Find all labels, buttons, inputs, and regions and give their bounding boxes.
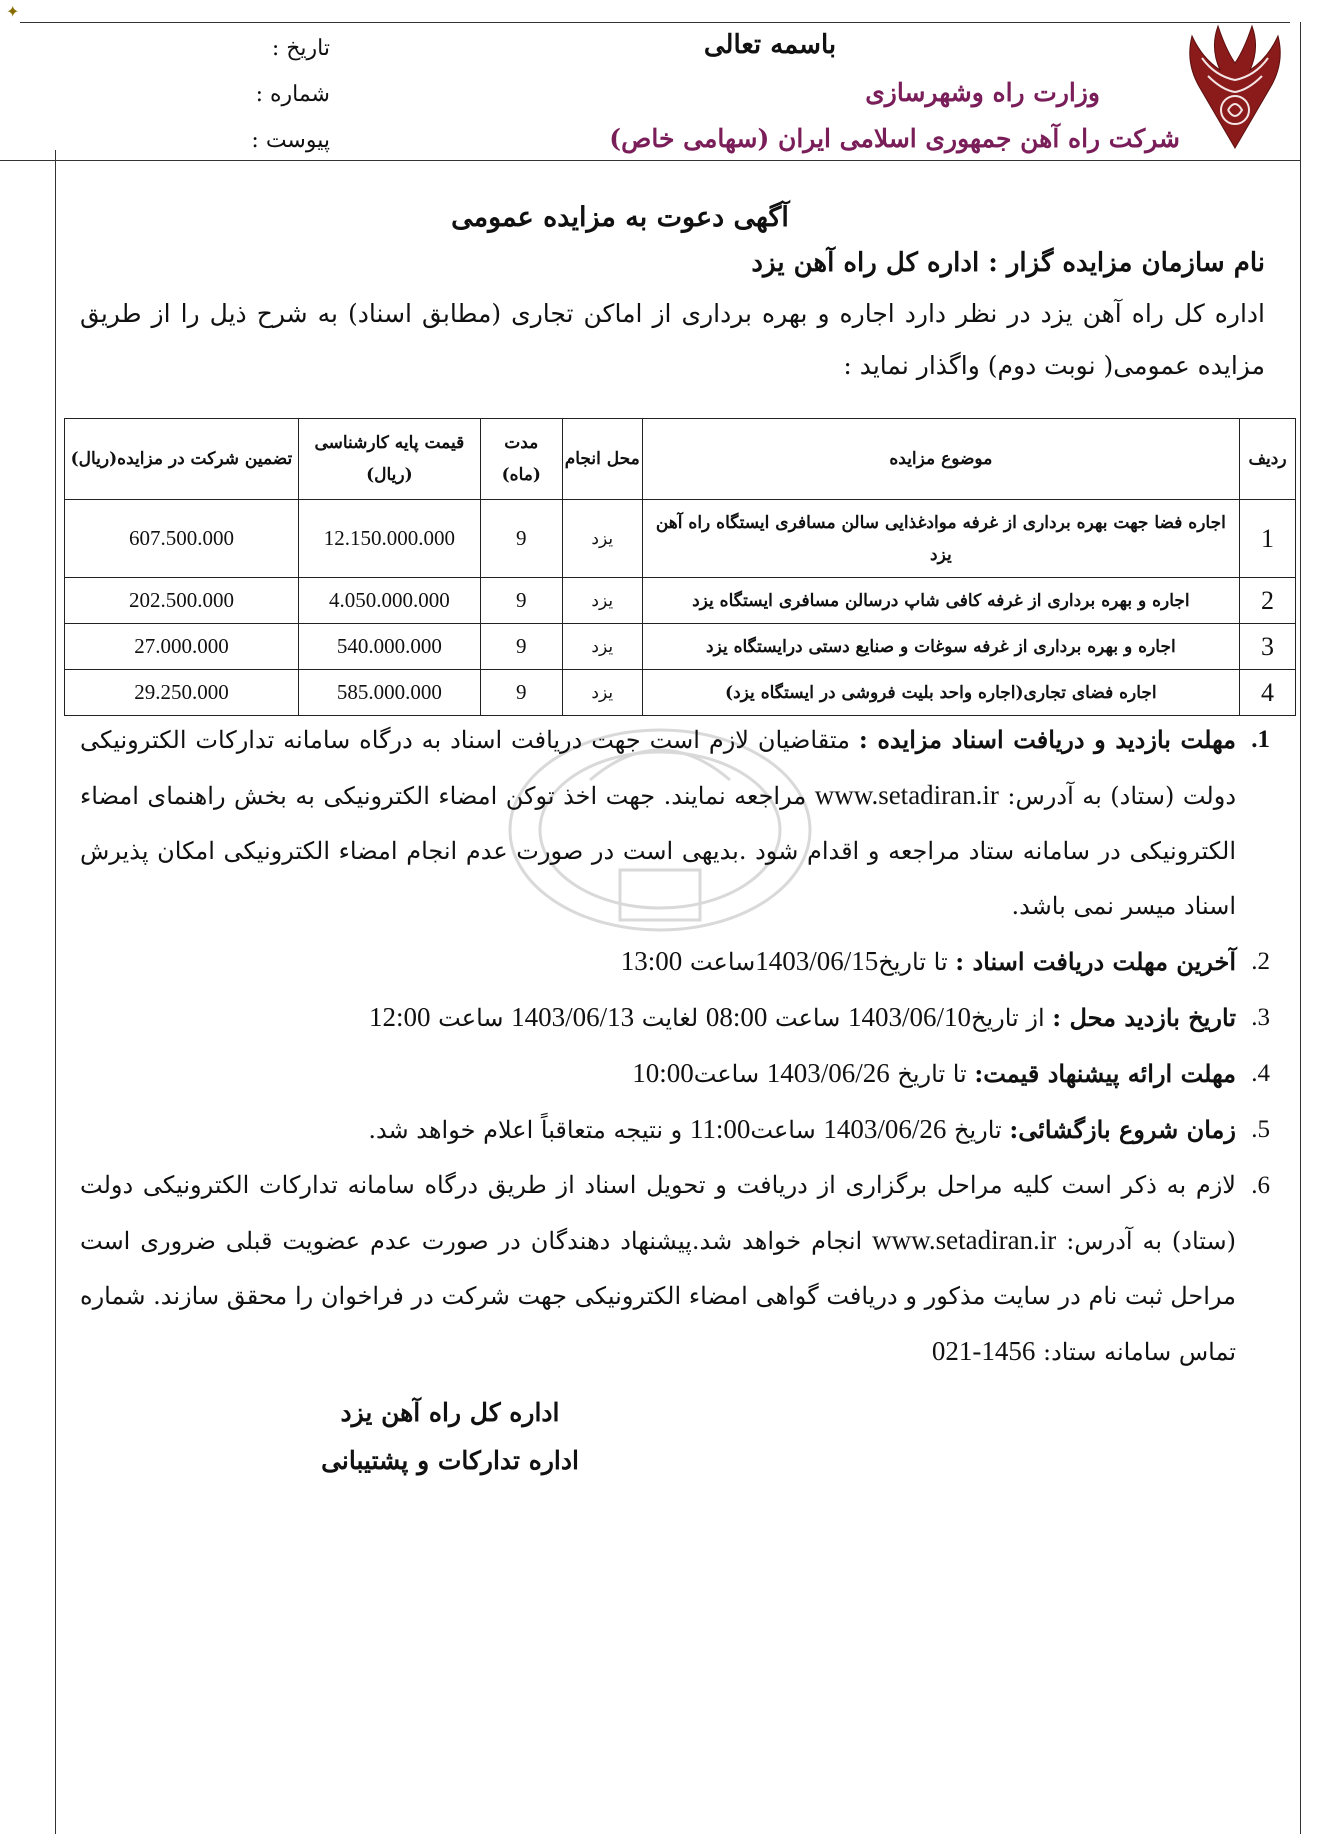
auction-table bbox=[64, 418, 1296, 716]
website-link[interactable]: www.setadiran.ir bbox=[872, 1225, 1057, 1255]
item-time: 10:00 bbox=[632, 1058, 694, 1088]
list-item bbox=[80, 1102, 1270, 1158]
list-item bbox=[80, 990, 1270, 1046]
notice-title: آگهی دعوت به مزایده عمومی bbox=[451, 202, 789, 233]
header-deposit: تضمین شرکت در مزایده(ریال) bbox=[65, 419, 299, 500]
header-base-price: قیمت پایه کارشناسی (ریال) bbox=[298, 419, 480, 500]
item-heading: مهلت ارائه پیشنهاد قیمت: bbox=[974, 1059, 1236, 1088]
cell-duration: 9 bbox=[480, 670, 562, 716]
item-time: 08:00 bbox=[705, 1002, 768, 1032]
item-text: تا تاریخ bbox=[878, 948, 956, 976]
cell-row-number: 1 bbox=[1240, 500, 1296, 578]
item-time: 12:00 bbox=[369, 1002, 431, 1032]
item-date: 1403/06/26 bbox=[823, 1114, 947, 1144]
item-text: متقاضیان لازم است جهت دریافت اسناد به درگاه سامانه تدارکات الکترونیکی دولت (ستاد) به آدرس: bbox=[80, 726, 1237, 810]
cell-deposit: 29.250.000 bbox=[65, 670, 299, 716]
item-date: 1403/06/10 bbox=[847, 1002, 971, 1032]
item-heading: زمان شروع بازگشائی: bbox=[1009, 1115, 1236, 1144]
bismillah-heading: باسمه تعالی bbox=[703, 30, 837, 60]
signature-department: اداره تدارکات و پشتیبانی bbox=[321, 1446, 579, 1475]
item-text: ساعت bbox=[693, 1060, 767, 1088]
cell-deposit: 27.000.000 bbox=[65, 624, 299, 670]
signature-office: اداره کل راه آهن یزد bbox=[340, 1398, 560, 1427]
cell-base-price: 585.000.000 bbox=[298, 670, 480, 716]
intro-paragraph: اداره کل راه آهن یزد در نظر دارد اجاره و بهره برداری از اماکن تجاری (مطابق اسناد) به شرح ذیل را از طریق مزایده عمومی( نوبت دوم) واگذار نماید : bbox=[80, 299, 1265, 380]
support-phone: 021-1456 bbox=[931, 1336, 1036, 1366]
item-number: 4. bbox=[1251, 1060, 1270, 1087]
item-date: 1403/06/13 bbox=[511, 1002, 635, 1032]
table-header-row bbox=[65, 419, 1296, 500]
item-text: ساعت bbox=[682, 948, 756, 976]
item-heading: آخرین مهلت دریافت اسناد : bbox=[955, 947, 1236, 976]
cell-place: یزد bbox=[562, 578, 642, 624]
cell-row-number: 2 bbox=[1240, 578, 1296, 624]
item-text: ساعت bbox=[430, 1004, 512, 1032]
cell-subject: اجاره فضا جهت بهره برداری از غرفه موادغذایی سالن مسافری ایستگاه راه آهن یزد bbox=[642, 500, 1239, 578]
item-text: مراجعه نمایند. جهت اخذ توکن امضاء الکترونیکی به بخش راهنمای امضاء الکترونیکی در سامانه ستاد مراجعه و اقدام شود .بدیهی است در صورت عدم انجام امضاء الکترونیکی امکان پذیرش اسناد میسر نمی باشد. bbox=[80, 782, 1236, 920]
cell-duration: 9 bbox=[480, 578, 562, 624]
frame-left-border bbox=[55, 150, 56, 1834]
header-place: محل انجام bbox=[562, 419, 642, 500]
item-text: انجام خواهد شد.پیشنهاد دهندگان در صورت عدم عضویت قبلی ضروری است مراحل ثبت نام در سایت مذکور و دریافت گواهی امضاء الکترونیکی جهت شرکت در فراخوان را محقق سازند. شماره تماس سامانه ستاد: bbox=[80, 1227, 1236, 1366]
cell-row-number: 3 bbox=[1240, 624, 1296, 670]
ministry-name: وزارت راه وشهرسازی bbox=[865, 78, 1100, 107]
cell-subject: اجاره و بهره برداری از غرفه سوغات و صنایع دستی درایستگاه یزد bbox=[642, 624, 1239, 670]
pin-icon: ✦ bbox=[6, 2, 20, 21]
header-duration: مدت (ماه) bbox=[480, 419, 562, 500]
attachment-label: پیوست : bbox=[251, 128, 330, 153]
header-subject: موضوع مزایده bbox=[642, 419, 1239, 500]
header-row-number: ردیف bbox=[1240, 419, 1296, 500]
cell-deposit: 202.500.000 bbox=[65, 578, 299, 624]
cell-duration: 9 bbox=[480, 500, 562, 578]
item-heading: تاریخ بازدید محل : bbox=[1052, 1003, 1236, 1032]
date-label: تاریخ : bbox=[271, 36, 330, 61]
cell-place: یزد bbox=[562, 500, 642, 578]
item-time: 11:00 bbox=[689, 1114, 751, 1144]
cell-deposit: 607.500.000 bbox=[65, 500, 299, 578]
list-item bbox=[80, 1046, 1270, 1102]
item-time: 13:00 bbox=[620, 946, 683, 976]
cell-place: یزد bbox=[562, 624, 642, 670]
website-link[interactable]: www.setadiran.ir bbox=[814, 780, 999, 810]
item-date: 1403/06/15 bbox=[755, 946, 879, 976]
list-item bbox=[80, 934, 1270, 990]
item-text: و نتیجه متعاقباً اعلام خواهد شد. bbox=[368, 1116, 690, 1144]
frame-top-border bbox=[20, 22, 1290, 23]
number-label: شماره : bbox=[255, 82, 330, 107]
item-number: 2. bbox=[1251, 948, 1270, 975]
organizer-line: نام سازمان مزایده گزار : اداره کل راه آهن یزد bbox=[751, 248, 1265, 278]
cell-row-number: 4 bbox=[1240, 670, 1296, 716]
item-number: 5. bbox=[1251, 1116, 1270, 1143]
table-row bbox=[65, 500, 1296, 578]
conditions-list bbox=[80, 712, 1270, 1380]
item-number: 3. bbox=[1251, 1004, 1270, 1031]
cell-base-price: 540.000.000 bbox=[298, 624, 480, 670]
item-text: تاریخ bbox=[946, 1116, 1010, 1144]
item-text: تا تاریخ bbox=[889, 1060, 975, 1088]
cell-subject: اجاره و بهره برداری از غرفه کافی شاپ درسالن مسافری ایستگاه یزد bbox=[642, 578, 1239, 624]
cell-subject: اجاره فضای تجاری(اجاره واحد بلیت فروشی در ایستگاه یزد) bbox=[642, 670, 1239, 716]
table-row bbox=[65, 624, 1296, 670]
item-text: لازم به ذکر است کلیه مراحل برگزاری از دریافت و تحویل اسناد از طریق درگاه سامانه تدارکات الکترونیکی دولت (ستاد) به آدرس: bbox=[80, 1171, 1236, 1255]
item-text: ساعت bbox=[767, 1004, 848, 1032]
table-row bbox=[65, 670, 1296, 716]
frame-right-border bbox=[1300, 22, 1301, 1834]
company-name: شرکت راه آهن جمهوری اسلامی ایران (سهامی خاص) bbox=[609, 124, 1180, 153]
list-item bbox=[80, 1158, 1270, 1380]
item-text: از تاریخ bbox=[970, 1004, 1053, 1032]
item-text: ساعت bbox=[750, 1116, 824, 1144]
header-divider bbox=[0, 160, 1300, 161]
cell-base-price: 4.050.000.000 bbox=[298, 578, 480, 624]
cell-base-price: 12.150.000.000 bbox=[298, 500, 480, 578]
railway-logo-icon bbox=[1180, 18, 1290, 156]
list-item bbox=[80, 712, 1270, 934]
item-number: 6. bbox=[1251, 1172, 1270, 1199]
item-date: 1403/06/26 bbox=[766, 1058, 890, 1088]
item-heading: مهلت بازدید و دریافت اسناد مزایده : bbox=[858, 725, 1236, 754]
cell-place: یزد bbox=[562, 670, 642, 716]
cell-duration: 9 bbox=[480, 624, 562, 670]
table-row bbox=[65, 578, 1296, 624]
item-number: 1. bbox=[1251, 726, 1270, 753]
item-text: لغایت bbox=[634, 1004, 706, 1032]
